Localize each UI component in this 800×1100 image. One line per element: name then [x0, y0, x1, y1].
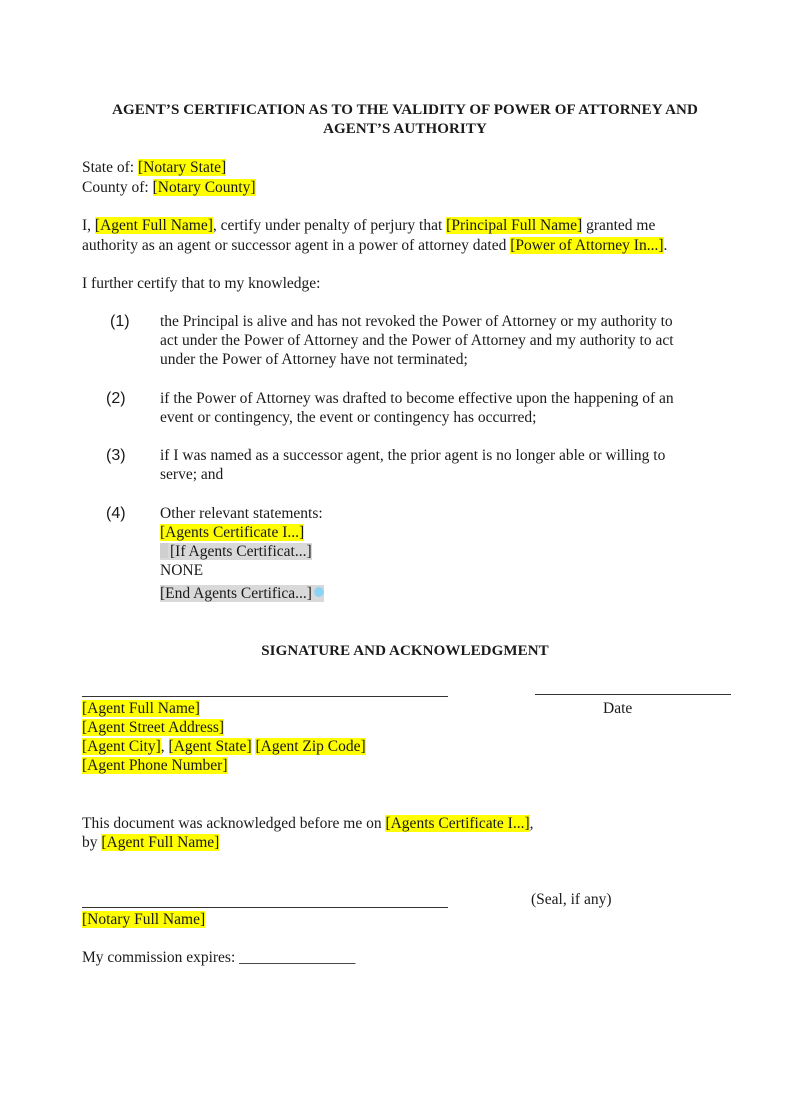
agent-full-name-field[interactable]: [Agent Full Name]	[82, 700, 200, 717]
text-fragment: by	[82, 834, 102, 851]
agent-city-field[interactable]: [Agent City]	[82, 738, 161, 755]
item-3-line2: serve; and	[160, 466, 224, 483]
item-4-none: NONE	[160, 562, 204, 579]
notary-full-name-field[interactable]: [Notary Full Name]	[82, 911, 206, 928]
agent-phone-number-field[interactable]: [Agent Phone Number]	[82, 757, 228, 774]
date-signature-line	[535, 694, 731, 695]
end-marker-icon	[314, 587, 324, 597]
commission-expires-text: My commission expires: _______________	[82, 949, 356, 966]
document-title-line1: AGENT’S CERTIFICATION AS TO THE VALIDITY OF POWER OF ATTORNEY AND	[112, 102, 698, 118]
item-1-line1: the Principal is alive and has not revoked the Power of Attorney or my authority to	[160, 313, 673, 330]
state-line	[82, 158, 226, 177]
text-fragment: I,	[82, 217, 95, 234]
certify-paragraph-line2	[82, 236, 667, 255]
notary-county-field[interactable]: [Notary County]	[152, 179, 256, 196]
agent-signature-line	[82, 696, 448, 697]
item-1-number: (1)	[110, 313, 130, 330]
text-fragment: authority as an agent or successor agent in a power of attorney dated	[82, 237, 511, 254]
item-1-line3: under the Power of Attorney have not terminated;	[160, 351, 468, 368]
document-title-line2: AGENT’S AUTHORITY	[323, 121, 487, 137]
agents-certificate-date-field[interactable]: [Agents Certificate I...]	[385, 815, 530, 832]
agent-name-line	[82, 699, 200, 718]
item-4-line1: Other relevant statements:	[160, 505, 323, 522]
principal-full-name-field[interactable]: [Principal Full Name]	[446, 217, 583, 234]
if-agents-certificate-field[interactable]	[160, 543, 312, 560]
text-fragment: This document was acknowledged before me on	[82, 815, 386, 832]
item-2-line1: if the Power of Attorney was drafted to become effective upon the happening of an	[160, 390, 674, 407]
signature-heading: SIGNATURE AND ACKNOWLEDGMENT	[261, 643, 549, 659]
acknowledgment-line1	[82, 814, 534, 833]
notary-signature-line	[82, 907, 448, 908]
agent-full-name-field[interactable]: [Agent Full Name]	[94, 217, 213, 234]
item-4-if-line	[160, 542, 312, 561]
item-3-line1: if I was named as a successor agent, the prior agent is no longer able or willing to	[160, 447, 666, 464]
notary-name-line	[82, 910, 205, 929]
item-4-end-line	[160, 584, 324, 603]
agents-certificate-field[interactable]: [Agents Certificate I...]	[160, 524, 305, 541]
if-field-text: [If Agents Certificat...]	[170, 543, 312, 560]
agent-street-address-field[interactable]: [Agent Street Address]	[82, 719, 225, 736]
end-agents-certificate-field[interactable]	[160, 585, 324, 602]
agent-zip-code-field[interactable]: [Agent Zip Code]	[255, 738, 366, 755]
item-4-number: (4)	[106, 505, 126, 522]
agent-full-name-field[interactable]: [Agent Full Name]	[101, 834, 220, 851]
seal-label: (Seal, if any)	[531, 891, 612, 908]
item-2-number: (2)	[106, 390, 126, 407]
date-label: Date	[603, 700, 633, 717]
power-of-attorney-date-field[interactable]: [Power of Attorney In...]	[510, 237, 664, 254]
agent-state-field[interactable]: [Agent State]	[168, 738, 252, 755]
agent-city-state-zip-line	[82, 737, 366, 756]
certify-paragraph-line1	[82, 216, 655, 235]
agent-phone-line	[82, 756, 228, 775]
text-fragment: .	[663, 237, 668, 254]
text-fragment: granted me	[582, 217, 656, 234]
county-line	[82, 178, 256, 197]
text-fragment: ,	[529, 815, 534, 832]
text-fragment: , certify under penalty of perjury that	[212, 217, 447, 234]
county-label: County of:	[82, 179, 153, 196]
item-1-line2: act under the Power of Attorney and the Power of Attorney and my authority to act	[160, 332, 674, 349]
item-4-cert-line	[160, 523, 304, 542]
text-fragment: ,	[160, 738, 169, 755]
agent-street-line	[82, 718, 224, 737]
acknowledgment-line2	[82, 833, 219, 852]
item-3-number: (3)	[106, 447, 126, 464]
item-2-line2: event or contingency, the event or contingency has occurred;	[160, 409, 537, 426]
notary-state-field[interactable]: [Notary State]	[137, 159, 227, 176]
state-label: State of:	[82, 159, 138, 176]
further-certify-text: I further certify that to my knowledge:	[82, 275, 321, 292]
end-field-text: [End Agents Certifica...]	[160, 585, 312, 602]
field-marker-icon	[160, 543, 168, 558]
